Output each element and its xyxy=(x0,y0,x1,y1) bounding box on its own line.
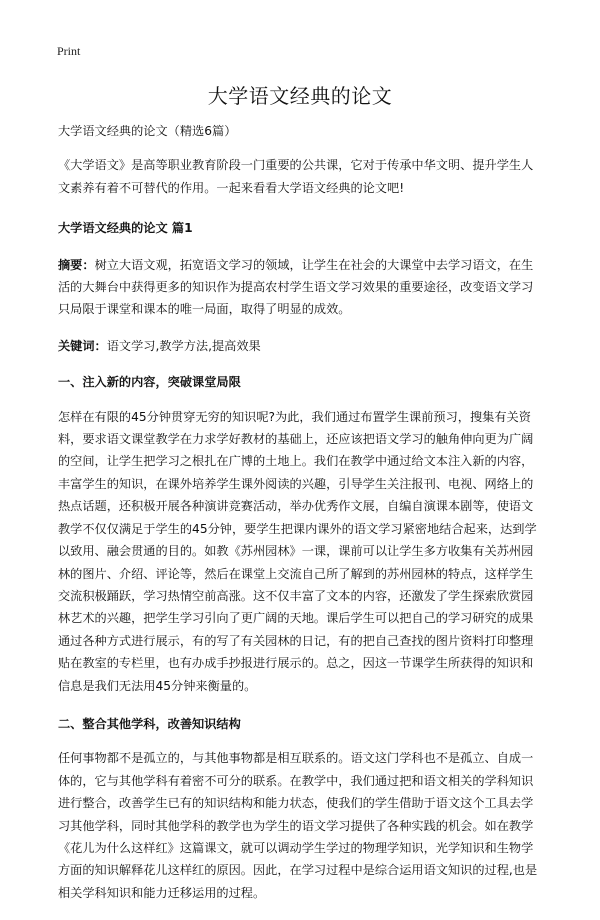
section-body-1: 怎样在有限的45分钟贯穿无穷的知识呢?为此，我们通过布置学生课前预习，搜集有关资料，要求语文课堂教学在力求学好教材的基础上，还应该把语文学习的触角伸向更为广阔的空间，让学生把学习之根扎在广博的土地上。我们在教学中通过给文本注入新的内容，丰富学生的知识，在课外培养学生课外阅读的兴趣，引导学生关注报刊、电视、网络上的热点话题，还积极开展各种演讲竞赛活动，举办优秀作文展，自编自演课本剧等，使语文教学不仅仅满足于学生的45分钟，要学生把课内课外的语文学习紧密地结合起来，达到学以致用、融会贯通的目的。如教《苏州园林》一课，课前可以让学生多方收集有关苏州园林的图片、介绍、评论等，然后在课堂上交流自己所了解到的苏州园林的特点，这样学生交流积极踊跃，学习热情空前高涨。这不仅丰富了文本的内容，还激发了学生探索欣赏园林艺术的兴趣，把学生学习引向了更广阔的天地。课后学生可以把自己的学习研究的成果通过各种方式进行展示，有的写了有关园林的日记，有的把自己查找的图片资料打印整理贴在教室的专栏里，也有办成手抄报进行展示的。总之，因这一节课学生所获得的知识和信息是我们无法用45分钟来衡量的。 xyxy=(58,409,537,693)
intro-paragraph: 《大学语文》是高等职业教育阶段一门重要的公共课，它对于传承中华文明、提升学生人文素养有着不可替代的作用。一起来看看大学语文经典的论文吧! xyxy=(58,158,534,195)
section-heading-1: 一、注入新的内容，突破课堂局限 xyxy=(58,375,241,390)
subtitle: 大学语文经典的论文（精选6篇） xyxy=(58,124,237,138)
print-link[interactable]: Print xyxy=(57,44,81,58)
section-body-2: 任何事物都不是孤立的，与其他事物都是相互联系的。语文这门学科也不是孤立、自成一体的，它与其他学科有着密不可分的联系。在教学中，我们通过把和语文相关的学科知识进行整合，改善学生已有的知识结构和能力状态，使我们的学生借助于语文这个工具去学习其他学科，同时其他学科的教学也为学生的语文学习提供了各种实践的机会。如在教学《花儿为什么这样红》这篇课文，就可以调动学生学过的物理学知识，光学知识和生物学方面的知识解释花儿这样红的原因。因此，在学习过程中是综合运用语文知识的过程,也是相关学科知识和能力迁移运用的过程。 xyxy=(58,751,538,900)
keywords-label: 关键词： xyxy=(58,338,107,353)
document-body xyxy=(58,120,542,920)
abstract-paragraph xyxy=(58,254,542,321)
article-heading: 大学语文经典的论文 篇1 xyxy=(58,221,193,236)
abstract-label: 摘要： xyxy=(58,257,95,272)
keywords-text: 语文学习,教学方法,提高效果 xyxy=(106,338,261,353)
abstract-text: 树立大语文观，拓宽语文学习的领域，让学生在社会的大课堂中去学习语文，在生活的大舞台中获得更多的知识作为提高农村学生语文学习效果的重要途径，改变语文学习只局限于课堂和课本的唯一局面，取得了明显的成效。 xyxy=(58,257,534,317)
page-title: 大学语文经典的论文 xyxy=(207,84,393,108)
keywords-paragraph xyxy=(58,335,542,357)
section-heading-2: 二、整合其他学科，改善知识结构 xyxy=(58,716,241,731)
